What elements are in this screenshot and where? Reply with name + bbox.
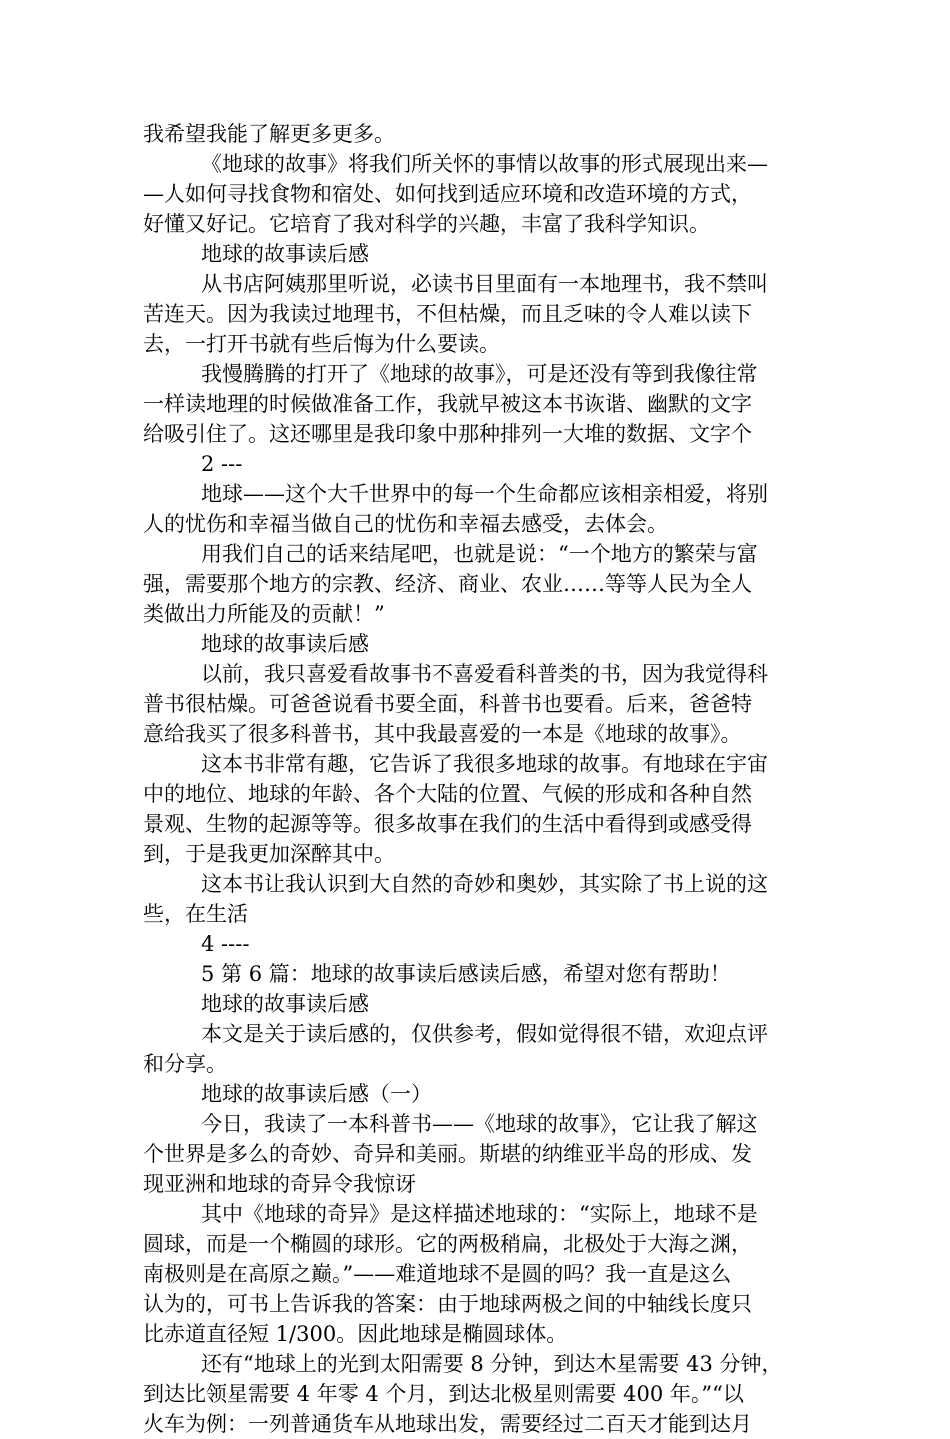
paragraph-start-line: 4 ---- <box>201 932 250 956</box>
paragraph-start-line: 从书店阿姨那里听说，必读书目里面有一本地理书，我不禁叫 <box>201 272 768 296</box>
paragraph-start-line: 地球的故事读后感 <box>201 242 369 266</box>
text-line: 我希望我能了解更多更多。 <box>143 122 395 146</box>
text-line: 个世界是多么的奇妙、奇异和美丽。斯堪的纳维亚半岛的形成、发 <box>143 1142 752 1166</box>
text-line: 强，需要那个地方的宗教、经济、商业、农业……等等人民为全人 <box>143 572 752 596</box>
paragraph-start-line: 我慢腾腾的打开了《地球的故事》，可是还没有等到我像往常 <box>201 362 758 386</box>
paragraph-start-line: 地球的故事读后感 <box>201 632 369 656</box>
text-line: 比赤道直径短 1/300。因此地球是椭圆球体。 <box>143 1322 568 1346</box>
text-line: 人的忧伤和幸福当做自己的忧伤和幸福去感受，去体会。 <box>143 512 668 536</box>
text-line: 和分享。 <box>143 1052 227 1076</box>
text-line: 中的地位、地球的年龄、各个大陆的位置、气候的形成和各种自然 <box>143 782 752 806</box>
text-line: 到达比领星需要 4 年零 4 个月，到达北极星则需要 400 年。”“以 <box>143 1382 744 1406</box>
paragraph-start-line: 地球——这个大千世界中的每一个生命都应该相亲相爱，将别 <box>201 482 768 506</box>
document-body <box>143 119 823 1439</box>
paragraph-start-line: 这本书让我认识到大自然的奇妙和奥妙，其实除了书上说的这 <box>201 872 768 896</box>
paragraph-start-line: 5 第 6 篇：地球的故事读后感读后感，希望对您有帮助！ <box>201 962 731 986</box>
text-line: 好懂又好记。它培育了我对科学的兴趣，丰富了我科学知识。 <box>143 212 710 236</box>
paragraph-start-line: 本文是关于读后感的，仅供参考，假如觉得很不错，欢迎点评 <box>201 1022 768 1046</box>
paragraph-start-line: 还有“地球上的光到太阳需要 8 分钟，到达木星需要 43 分钟， <box>201 1352 783 1376</box>
paragraph-start-line: 其中《地球的奇异》是这样描述地球的：“实际上，地球不是 <box>201 1202 758 1226</box>
text-line: 些，在生活 <box>143 902 248 926</box>
text-line: 去，一打开书就有些后悔为什么要读。 <box>143 332 500 356</box>
text-line: 苦连天。因为我读过地理书，不但枯燥，而且乏味的令人难以读下 <box>143 302 752 326</box>
paragraph-start-line: 今日，我读了一本科普书——《地球的故事》，它让我了解这 <box>201 1112 758 1136</box>
paragraph-start-line: 地球的故事读后感（一） <box>201 1082 432 1106</box>
text-line: 火车为例：一列普通货车从地球出发，需要经过二百天才能到达月 <box>143 1412 752 1436</box>
text-line: 意给我买了很多科普书，其中我最喜爱的一本是《地球的故事》。 <box>143 722 742 746</box>
paragraph-start-line: 地球的故事读后感 <box>201 992 369 1016</box>
paragraph-start-line: 2 --- <box>201 452 243 476</box>
paragraph-start-line: 用我们自己的话来结尾吧，也就是说：“一个地方的繁荣与富 <box>201 542 758 566</box>
text-line: 现亚洲和地球的奇异令我惊讶 <box>143 1172 416 1196</box>
text-line: 一样读地理的时候做准备工作，我就早被这本书诙谐、幽默的文字 <box>143 392 752 416</box>
text-line: 南极则是在高原之巅。”——难道地球不是圆的吗？我一直是这么 <box>143 1262 732 1286</box>
paragraph-start-line: 《地球的故事》将我们所关怀的事情以故事的形式展现出来— <box>201 152 768 176</box>
text-line: 景观、生物的起源等等。很多故事在我们的生活中看得到或感受得 <box>143 812 752 836</box>
text-line: 给吸引住了。这还哪里是我印象中那种排列一大堆的数据、文字个 <box>143 422 752 446</box>
text-line: 普书很枯燥。可爸爸说看书要全面，科普书也要看。后来，爸爸特 <box>143 692 752 716</box>
paragraph-start-line: 以前，我只喜爱看故事书不喜爱看科普类的书，因为我觉得科 <box>201 662 768 686</box>
text-line: 类做出力所能及的贡献！” <box>143 602 385 626</box>
text-line: —人如何寻找食物和宿处、如何找到适应环境和改造环境的方式， <box>143 182 752 206</box>
text-line: 认为的，可书上告诉我的答案：由于地球两极之间的中轴线长度只 <box>143 1292 752 1316</box>
text-line: 到，于是我更加深醉其中。 <box>143 842 395 866</box>
paragraph-start-line: 这本书非常有趣，它告诉了我很多地球的故事。有地球在宇宙 <box>201 752 768 776</box>
text-line: 圆球，而是一个椭圆的球形。它的两极稍扁，北极处于大海之渊， <box>143 1232 752 1256</box>
